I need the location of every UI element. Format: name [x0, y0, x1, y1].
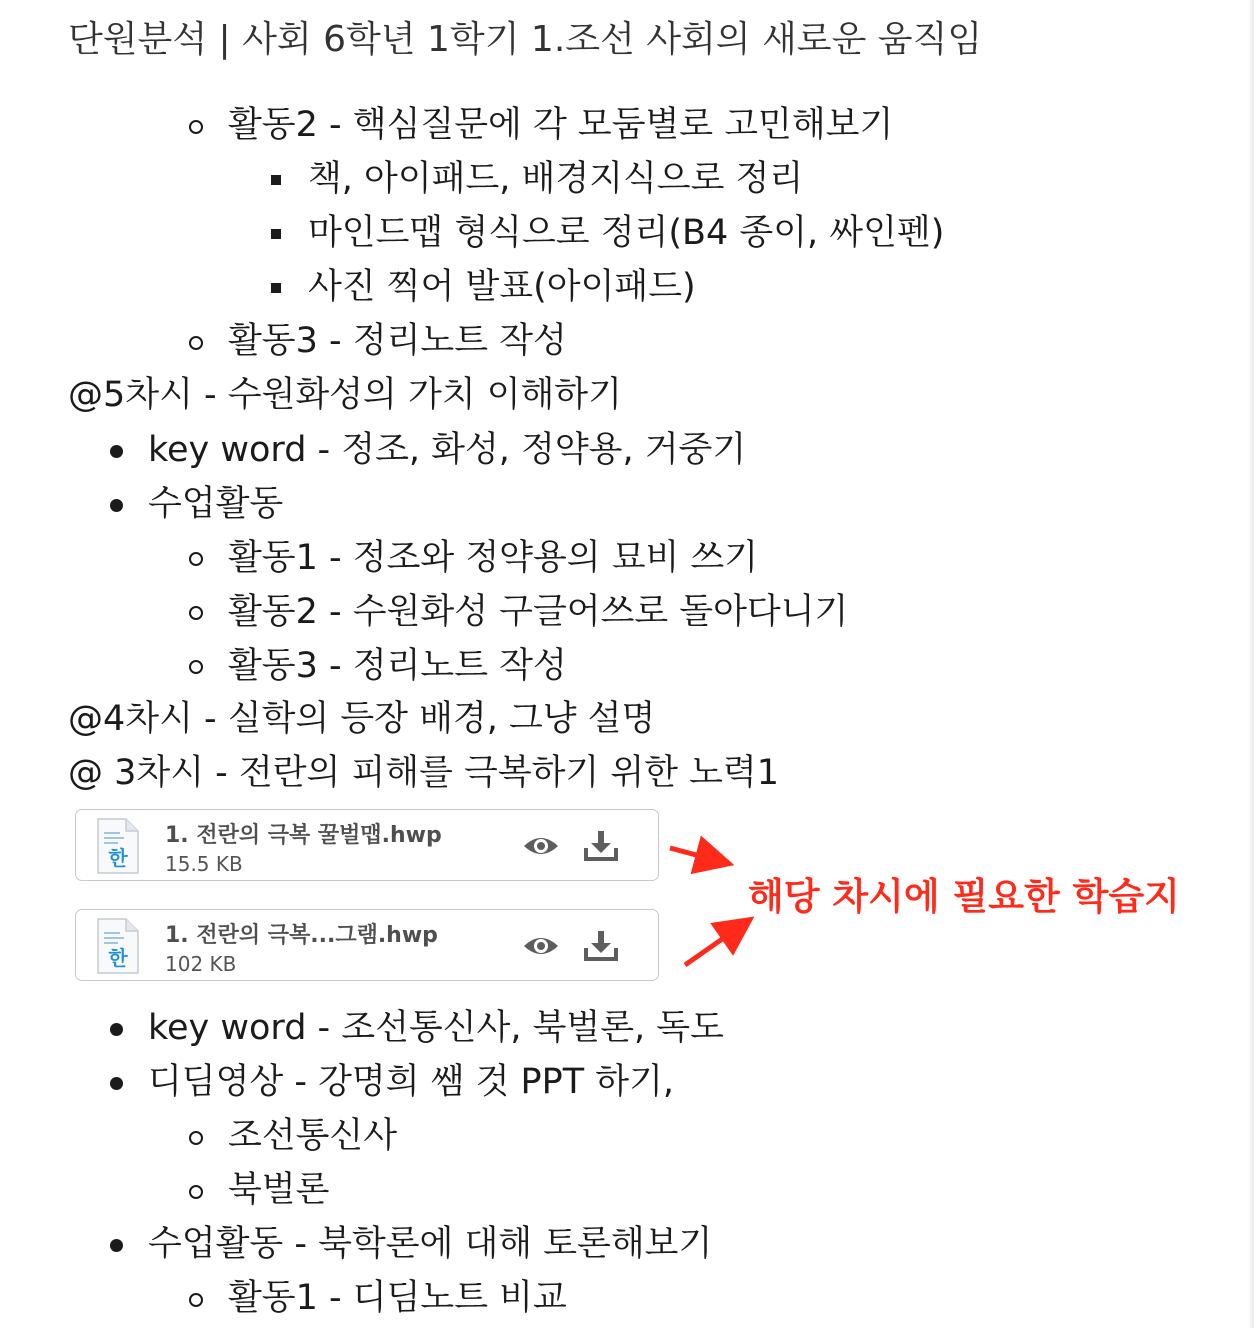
- file-name: 1. 전란의 극복...그램.hwp: [165, 923, 438, 948]
- activity-item: 활동2 - 핵심질문에 각 모둠별로 고민해보기: [228, 105, 894, 145]
- square-bullet: [271, 175, 281, 185]
- circle-bullet: [189, 1185, 203, 1199]
- circle-bullet: [189, 336, 203, 350]
- circle-bullet: [189, 1293, 203, 1307]
- file-size: 15.5 KB: [165, 852, 243, 876]
- disc-bullet: [110, 1023, 123, 1036]
- disc-bullet: [110, 499, 123, 512]
- arrow-to-file-2: [685, 928, 738, 965]
- hwp-document-icon: [96, 818, 140, 874]
- download-icon[interactable]: [583, 828, 619, 862]
- lesson-heading: @4차시 - 실학의 등장 배경, 그냥 설명: [68, 699, 656, 739]
- square-bullet: [271, 283, 281, 293]
- class-activity-item: 수업활동 - 북학론에 대해 토론해보기: [148, 1224, 713, 1264]
- keyword-item: key word - 정조, 화성, 정약용, 거중기: [148, 430, 747, 470]
- annotation-label: 해당 차시에 필요한 학습지: [748, 875, 1180, 918]
- disc-bullet: [110, 1239, 123, 1252]
- page-edge-shadow: [1248, 0, 1254, 1328]
- file-attachment-card[interactable]: [75, 809, 659, 881]
- circle-bullet: [189, 606, 203, 620]
- eye-icon[interactable]: [522, 932, 560, 960]
- download-icon[interactable]: [583, 928, 619, 962]
- lesson-heading: @5차시 - 수원화성의 가치 이해하기: [68, 375, 622, 415]
- activity-item: 활동2 - 수원화성 구글어쓰로 돌아다니기: [228, 592, 849, 632]
- class-activity-item: 수업활동: [148, 484, 284, 524]
- square-bullet: [271, 229, 281, 239]
- activity-item: 활동1 - 디딤노트 비교: [228, 1278, 567, 1318]
- circle-bullet: [189, 552, 203, 566]
- lesson-heading: @ 3차시 - 전란의 피해를 극복하기 위한 노력1: [68, 753, 780, 793]
- eye-icon[interactable]: [522, 832, 560, 860]
- arrow-to-file-1: [670, 848, 715, 860]
- circle-bullet: [189, 1131, 203, 1145]
- file-name: 1. 전란의 극복 꿀벌맵.hwp: [165, 823, 442, 848]
- disc-bullet: [110, 445, 123, 458]
- activity-item: 활동3 - 정리노트 작성: [228, 321, 567, 361]
- video-item: 디딤영상 - 강명희 쌤 것 PPT 하기,: [148, 1062, 675, 1102]
- svg-text:한: 한: [108, 846, 128, 870]
- hwp-document-icon: [96, 918, 140, 974]
- disc-bullet: [110, 1077, 123, 1090]
- file-attachment-card[interactable]: [75, 909, 659, 981]
- page-title: 단원분석 | 사회 6학년 1학기 1.조선 사회의 새로운 움직임: [68, 19, 983, 60]
- sub-item: 마인드맵 형식으로 정리(B4 종이, 싸인펜): [308, 213, 945, 253]
- sub-item: 사진 찍어 발표(아이패드): [308, 267, 696, 307]
- keyword-item: key word - 조선통신사, 북벌론, 독도: [148, 1008, 724, 1048]
- sub-item: 책, 아이패드, 배경지식으로 정리: [308, 159, 804, 199]
- activity-item: 활동3 - 정리노트 작성: [228, 646, 567, 686]
- activity-item: 활동1 - 정조와 정약용의 묘비 쓰기: [228, 538, 759, 578]
- svg-text:한: 한: [108, 946, 128, 970]
- file-size: 102 KB: [165, 952, 237, 976]
- video-sub-item: 조선통신사: [228, 1116, 398, 1156]
- circle-bullet: [189, 660, 203, 674]
- video-sub-item: 북벌론: [228, 1170, 330, 1210]
- circle-bullet: [189, 120, 203, 134]
